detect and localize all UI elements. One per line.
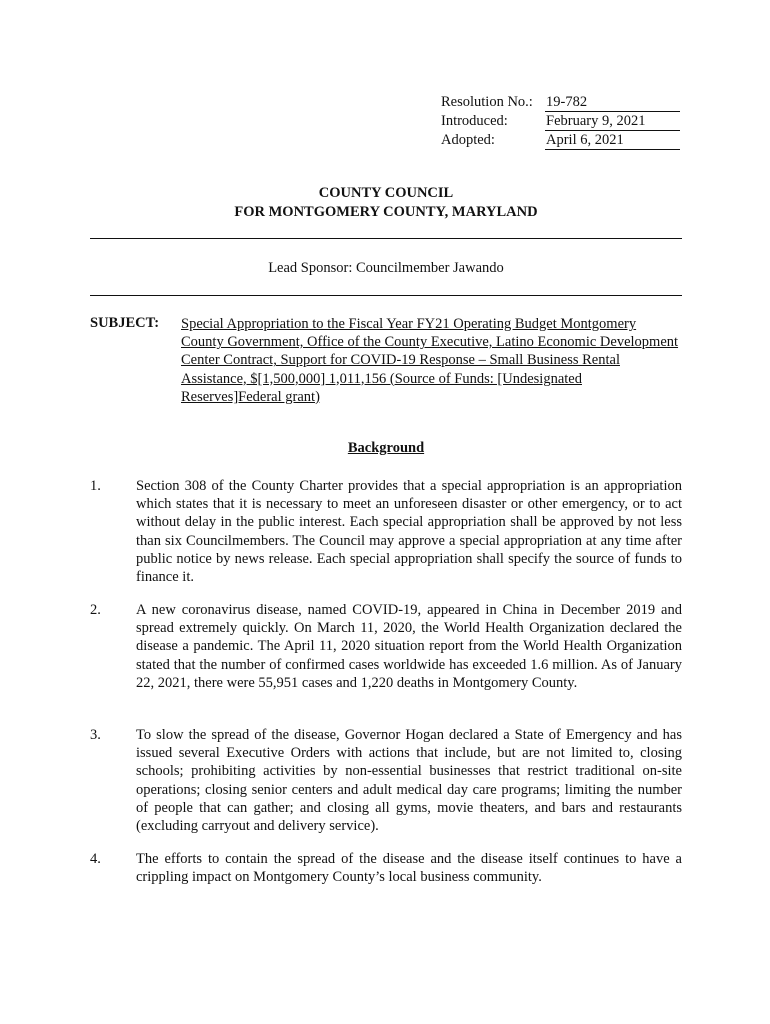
paragraph-1	[90, 477, 682, 586]
adopted-value: April 6, 2021	[545, 131, 680, 150]
divider-bottom	[90, 295, 682, 296]
paragraph-text: A new coronavirus disease, named COVID-19, appeared in China in December 2019 and spread extremely quickly. On March 11, 2020, the World Health Organization declared the disease a pandemic. The April 11, 2020 situation report from the World Health Organization stated that the number of confirmed cases worldwide has exceeded 1.6 million. As of January 22, 2021, there were 55,951 cases and 1,220 deaths in Montgomery County.	[136, 602, 682, 691]
paragraph-text: The efforts to contain the spread of the disease and the disease itself continues to have a crippling impact on Montgomery County’s local business community.	[136, 851, 682, 886]
lead-sponsor: Lead Sponsor: Councilmember Jawando	[268, 260, 504, 276]
introduced-label: Introduced:	[441, 113, 508, 129]
introduced-value: February 9, 2021	[545, 112, 680, 131]
paragraph-text: To slow the spread of the disease, Governor Hogan declared a State of Emergency and has issued several Executive Orders with actions that include, but are not limited to, closing schools; prohibiting activities by non-essential businesses that restrict traditional on-site operations; closing senior centers and adult medical day care programs; limiting the number of people that can gather; and closing all gyms, movie theaters, and bars and restaurants (excluding carryout and delivery service).	[136, 727, 682, 835]
paragraph-2	[90, 601, 682, 692]
subject-label: SUBJECT:	[90, 315, 160, 331]
paragraph-number: 2.	[90, 602, 101, 618]
adopted-label: Adopted:	[441, 132, 495, 148]
resolution-number-value: 19-782	[545, 93, 680, 112]
paragraph-number: 3.	[90, 727, 101, 743]
paragraph-3	[90, 726, 682, 835]
resolution-info	[441, 93, 680, 150]
background-heading: Background	[347, 440, 425, 456]
adopted-row	[441, 131, 680, 150]
subject-text: Special Appropriation to the Fiscal Year FY21 Operating Budget Montgomery County Government, Office of the County Executive, Latino Economic Development Center Contract, Support for COVID-19 Response – Small Business Rental Assistance, $[1,500,000] 1,011,156 (Source of Funds: [Undesignated Reserves]Federal grant)	[181, 316, 679, 405]
council-line-1: COUNTY COUNCIL	[318, 185, 454, 201]
introduced-row	[441, 112, 680, 131]
resolution-number-label: Resolution No.:	[441, 94, 533, 110]
paragraph-4	[90, 850, 682, 886]
paragraph-number: 1.	[90, 478, 101, 494]
council-heading	[90, 184, 682, 222]
divider-top	[90, 238, 682, 239]
paragraph-number: 4.	[90, 851, 101, 867]
paragraph-text: Section 308 of the County Charter provides that a special appropriation is an appropriation which states that it is necessary to meet an unforeseen disaster or other emergency, or to act without delay in the public interest. Each special appropriation shall be approved by not less than six Councilmembers. The Council may approve a special appropriation at any time after public notice by news release. Each special appropriation shall specify the source of funds to finance it.	[136, 478, 682, 586]
resolution-number-row	[441, 93, 680, 112]
council-line-2: FOR MONTGOMERY COUNTY, MARYLAND	[234, 204, 538, 220]
